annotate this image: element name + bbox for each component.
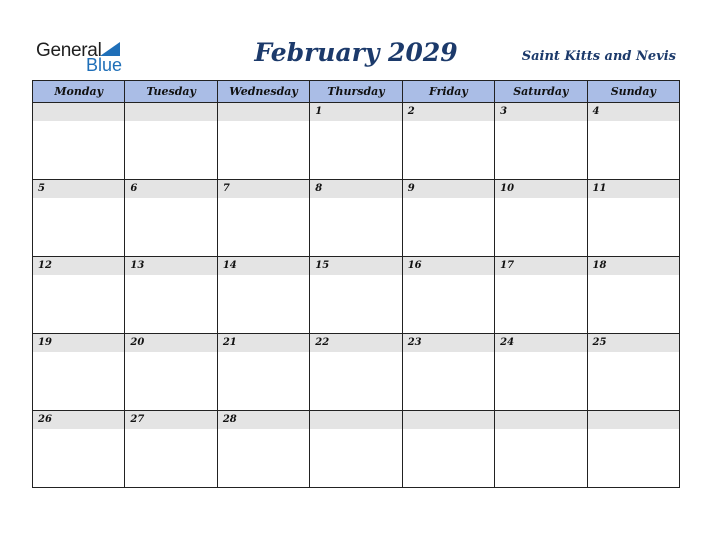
calendar-title: February 2029	[254, 38, 458, 67]
day-number: 24	[495, 334, 586, 352]
day-cell	[125, 257, 217, 334]
day-cell	[402, 257, 494, 334]
day-cell	[402, 411, 494, 488]
day-number: 28	[218, 411, 309, 429]
day-number: 15	[310, 257, 401, 275]
day-number: 3	[495, 103, 586, 121]
week-row	[33, 411, 680, 488]
day-number: 11	[588, 180, 679, 198]
day-cell	[310, 103, 402, 180]
weekday-header: Wednesday	[217, 81, 309, 103]
day-cell	[33, 257, 125, 334]
day-cell	[587, 257, 679, 334]
day-cell	[310, 334, 402, 411]
day-cell	[217, 257, 309, 334]
day-number: 25	[588, 334, 679, 352]
day-cell	[33, 103, 125, 180]
day-cell	[310, 180, 402, 257]
day-number: 12	[33, 257, 124, 275]
day-cell	[587, 334, 679, 411]
day-number: 27	[125, 411, 216, 429]
day-cell	[125, 334, 217, 411]
day-cell	[33, 180, 125, 257]
day-cell	[495, 103, 587, 180]
day-number	[588, 411, 679, 429]
day-cell	[217, 411, 309, 488]
day-cell	[587, 411, 679, 488]
day-cell	[217, 180, 309, 257]
day-number	[310, 411, 401, 429]
day-cell	[217, 334, 309, 411]
day-cell	[33, 411, 125, 488]
day-cell	[402, 103, 494, 180]
day-cell	[125, 180, 217, 257]
day-number: 16	[403, 257, 494, 275]
day-number	[125, 103, 216, 121]
day-cell	[310, 411, 402, 488]
day-cell	[402, 180, 494, 257]
day-cell	[125, 103, 217, 180]
day-number: 18	[588, 257, 679, 275]
day-number: 5	[33, 180, 124, 198]
week-row	[33, 103, 680, 180]
day-number: 26	[33, 411, 124, 429]
day-number: 20	[125, 334, 216, 352]
weekday-header: Tuesday	[125, 81, 217, 103]
week-row	[33, 257, 680, 334]
week-row	[33, 334, 680, 411]
day-number: 10	[495, 180, 586, 198]
calendar-grid	[32, 80, 680, 488]
week-row	[33, 180, 680, 257]
day-number: 4	[588, 103, 679, 121]
day-number	[218, 103, 309, 121]
day-cell	[310, 257, 402, 334]
day-cell	[33, 334, 125, 411]
day-number: 14	[218, 257, 309, 275]
day-cell	[495, 411, 587, 488]
day-number: 22	[310, 334, 401, 352]
weekday-header: Monday	[33, 81, 125, 103]
logo-flag-icon	[100, 42, 120, 56]
day-cell	[217, 103, 309, 180]
day-number: 6	[125, 180, 216, 198]
day-cell	[495, 334, 587, 411]
day-number: 13	[125, 257, 216, 275]
day-number	[33, 103, 124, 121]
day-number: 21	[218, 334, 309, 352]
day-cell	[587, 180, 679, 257]
day-number: 7	[218, 180, 309, 198]
weekday-header: Friday	[402, 81, 494, 103]
calendar-country: Saint Kitts and Nevis	[521, 49, 676, 64]
day-number: 17	[495, 257, 586, 275]
day-number	[403, 411, 494, 429]
logo-text-blue: Blue	[86, 55, 123, 75]
weekday-header: Saturday	[495, 81, 587, 103]
day-number: 2	[403, 103, 494, 121]
day-number: 19	[33, 334, 124, 352]
weekday-header: Thursday	[310, 81, 402, 103]
day-number: 23	[403, 334, 494, 352]
logo-text-general: General	[36, 40, 102, 61]
day-number: 1	[310, 103, 401, 121]
day-cell	[495, 257, 587, 334]
day-cell	[587, 103, 679, 180]
day-cell	[125, 411, 217, 488]
day-number	[495, 411, 586, 429]
weekday-header: Sunday	[587, 81, 679, 103]
day-number: 9	[403, 180, 494, 198]
generalblue-logo	[36, 40, 136, 74]
day-cell	[402, 334, 494, 411]
day-cell	[495, 180, 587, 257]
weekday-header-row	[33, 81, 680, 103]
day-number: 8	[310, 180, 401, 198]
